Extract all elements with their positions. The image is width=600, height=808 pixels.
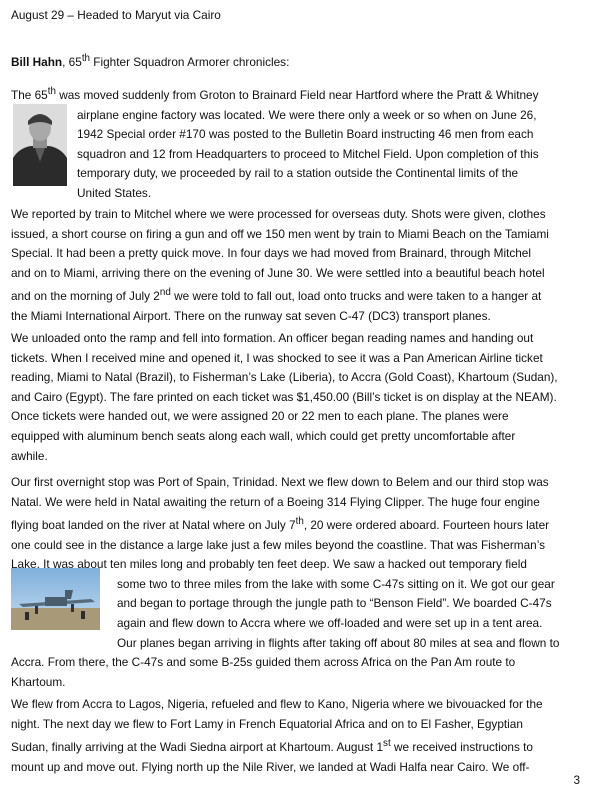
section-heading: August 29 – Headed to Maryut via Cairo [11, 8, 221, 22]
paragraph-5: We flew from Accra to Lagos, Nigeria, refueled and flew to Kano, Nigeria where we bivouacked for the night. The next day we flew to Fort Lamy in French Equatorial Africa and on to El Fasher, Egyptian Sudan, finally arriving at the Wadi Siedna airport at Khartoum. August 1st we received instructions to mount up and move out. Flying north up the Nile River, we landed at Wadi Halfa near Cairo. We off- [11, 697, 543, 774]
paragraph-2: We reported by train to Mitchel where we were processed for overseas duty. Shots were given, clothes issued, a short course on firing a gun and off we 150 men went by train to Miami Beach on the Tamiami Special. It had been a pretty quick move. In four days we had moved from Brainard, through Mitchel and on to Miami, arriving there on the evening of June 30. We were settled into a beautiful beach hotel and on the morning of July 2nd we were told to fall out, load onto trucks and were taken to a hanger at the Miami International Airport. There on the runway sat seven C-47 (DC3) transport planes. [11, 207, 549, 323]
author-name: Bill Hahn [11, 54, 63, 69]
paragraph-3: We unloaded onto the ramp and fell into formation. An officer began reading names and handing out tickets. When I received mine and opened it, I was shocked to see it was a Pan American Airline ticket reading, Miami to Natal (Brazil), to Fisherman’s Lake (Liberia), to Accra (Gold Coast), Khartoum (Sudan), and Cairo (Egypt). The fare printed on each ticket was $1,450.00 (Bill’s ticket is on display at the NEAM). Once tickets were handed out, we were assigned 20 or 22 men to each plane. The planes were equipped with aluminum bench seats along each wall, which could get pretty uncomfortable after awhile. [11, 331, 558, 463]
page-number: 3 [573, 773, 580, 787]
paragraph-4: Our first overnight stop was Port of Spain, Trinidad. Next we flew down to Belem and our third stop was Natal. We were held in Natal awaiting the return of a Boeing 314 Flying Clipper. The huge four engine flying boat landed on the river at Natal where on July 7th, 20 were ordered aboard. Fourteen hours later one could see in the distance a large lake just a few miles beyond the coastline. That was Fisherman’s Lake. It was about ten miles long and probably ten feet deep. We saw a hacked out temporary field some two to three miles from the lake with some C-47s sitting on it. We got our gear and began to portage through the jungle path to “Benson Field”. We boarded C-47s again and flew down to Accra where we off-loaded and were set up in a tent area. Our planes began arriving in flights after taking off about 80 miles at sea and flown to Accra. From there, the C-47s and some B-25s guided them across Africa on the Pan Am route to Khartoum. [11, 475, 560, 689]
byline: Bill Hahn, 65th Fighter Squadron Armorer chronicles: [11, 53, 290, 69]
paragraph-1: The 65th was moved suddenly from Groton to Brainard Field near Hartford where the Pratt & Whitney airplane engine factory was located. We were there only a week or so when on June 26, 1942 Special order #170 was posted to the Bulletin Board instructing 46 men from each squadron and 12 from Headquarters to proceed to Mitchel Field. Upon completion of this temporary duty, we proceeded by rail to a station outside the Continental limits of the United States. [11, 86, 539, 200]
